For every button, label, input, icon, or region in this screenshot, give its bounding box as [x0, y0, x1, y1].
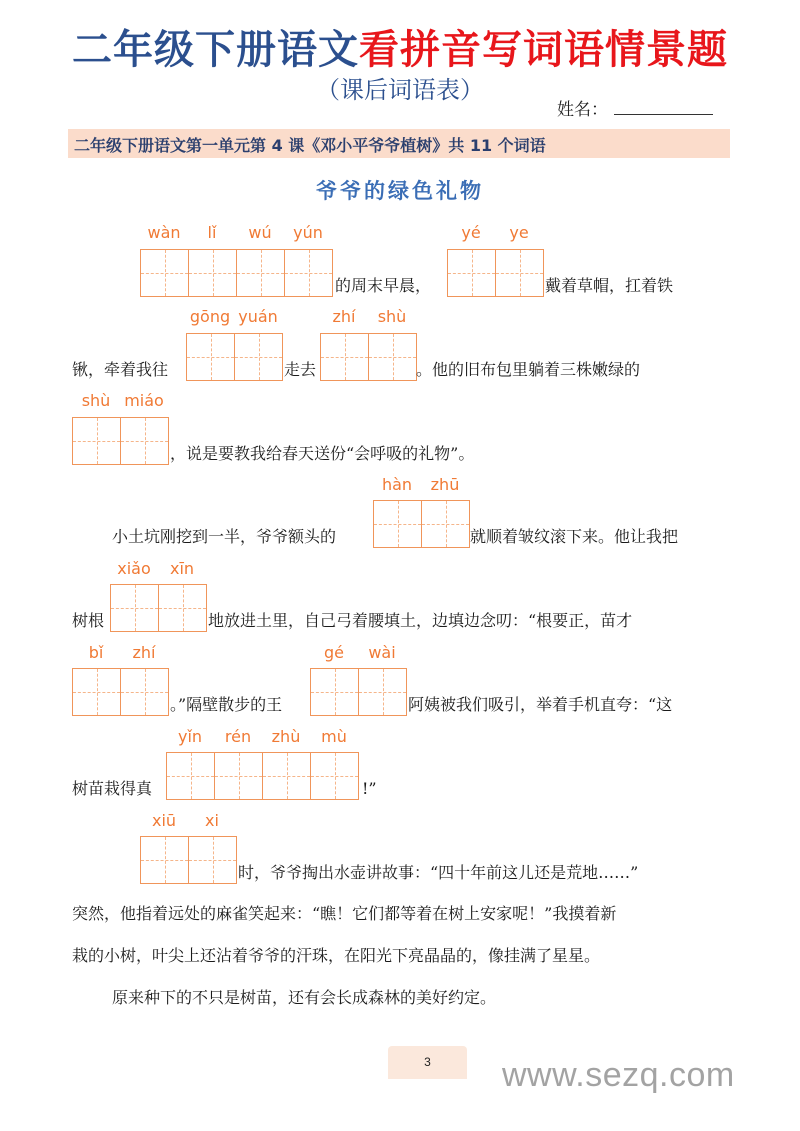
pinyin-group-11	[140, 812, 236, 830]
tianzige-box[interactable]	[284, 249, 333, 297]
story-text: 树根	[72, 611, 105, 630]
pinyin: zhí	[332, 307, 356, 326]
answer-boxes-5[interactable]	[72, 417, 168, 465]
pinyin: yé	[461, 223, 481, 242]
pinyin: xiǎo	[117, 559, 151, 578]
pinyin: wú	[248, 223, 272, 242]
pinyin: zhí	[132, 643, 156, 662]
pinyin-group-10	[166, 728, 358, 746]
tianzige-box[interactable]	[262, 752, 311, 800]
pinyin: xīn	[169, 559, 195, 578]
tianzige-box[interactable]	[234, 333, 283, 381]
pinyin: ye	[509, 223, 529, 242]
pinyin: yuán	[238, 307, 278, 326]
tianzige-box[interactable]	[140, 249, 189, 297]
story-text: 阿姨被我们吸引，举着手机直夸：“这	[408, 695, 673, 714]
answer-boxes-4[interactable]	[320, 333, 416, 381]
title-grade-part: 二年级下册语文	[72, 27, 359, 73]
pinyin: yún	[293, 223, 323, 242]
tianzige-box[interactable]	[72, 668, 121, 716]
pinyin: zhù	[271, 727, 301, 746]
pinyin: wài	[368, 643, 396, 662]
pinyin-group-1	[140, 224, 332, 242]
tianzige-box[interactable]	[214, 752, 263, 800]
story-text: 。他的旧布包里躺着三株嫩绿的	[416, 360, 641, 379]
tianzige-box[interactable]	[236, 249, 285, 297]
answer-boxes-10[interactable]	[166, 752, 358, 800]
pinyin-group-8	[72, 644, 168, 662]
tianzige-box[interactable]	[120, 668, 169, 716]
worksheet-subtitle: （课后词语表）	[316, 76, 484, 104]
tianzige-box[interactable]	[320, 333, 369, 381]
pinyin: yǐn	[177, 727, 203, 746]
pinyin: lǐ	[207, 223, 217, 242]
answer-boxes-7[interactable]	[110, 584, 206, 632]
pinyin: hàn	[381, 475, 413, 494]
pinyin: xi	[205, 811, 219, 830]
pinyin-group-9	[310, 644, 406, 662]
tianzige-box[interactable]	[120, 417, 169, 465]
story-text: 突然，他指着远处的麻雀笑起来：“瞧！它们都等着在树上安家呢！”我摸着新	[72, 904, 617, 923]
pinyin: miáo	[124, 391, 164, 410]
pinyin: shù	[81, 391, 111, 410]
tianzige-box[interactable]	[421, 500, 470, 548]
tianzige-box[interactable]	[373, 500, 422, 548]
tianzige-box[interactable]	[110, 584, 159, 632]
tianzige-box[interactable]	[140, 836, 189, 884]
story-text: 戴着草帽，扛着铁	[545, 276, 674, 295]
story-text: 的周末早晨，	[335, 276, 432, 295]
tianzige-box[interactable]	[310, 752, 359, 800]
story-title: 爷爷的绿色礼物	[316, 179, 484, 203]
pinyin-group-7	[110, 560, 206, 578]
pinyin: xiū	[151, 811, 177, 830]
answer-boxes-1[interactable]	[140, 249, 332, 297]
story-text: 树苗栽得真	[72, 779, 153, 798]
title-topic-part: 看拼音写词语情景题	[359, 27, 728, 73]
story-text: 时，爷爷掏出水壶讲故事：“四十年前这儿还是荒地……”	[238, 863, 639, 882]
pinyin: bǐ	[88, 643, 104, 662]
tianzige-box[interactable]	[188, 836, 237, 884]
tianzige-box[interactable]	[188, 249, 237, 297]
tianzige-box[interactable]	[310, 668, 359, 716]
pinyin: zhū	[430, 475, 460, 494]
story-text: 走去	[284, 360, 317, 379]
lesson-banner-text: 二年级下册语文第一单元第 4 课《邓小平爷爷植树》共 11 个词语	[74, 136, 546, 155]
story-text: 锹，牵着我往	[72, 360, 169, 379]
tianzige-box[interactable]	[495, 249, 544, 297]
tianzige-box[interactable]	[358, 668, 407, 716]
tianzige-box[interactable]	[72, 417, 121, 465]
tianzige-box[interactable]	[186, 333, 235, 381]
name-label: 姓名：	[557, 100, 608, 120]
watermark: www.sezq.com	[502, 1056, 735, 1094]
pinyin: gōng	[189, 307, 231, 326]
story-text: 地放进土里，自己弓着腰填土，边填边念叨：“根要正，苗才	[208, 611, 633, 630]
answer-boxes-11[interactable]	[140, 836, 236, 884]
story-text: 就顺着皱纹滚下来。他让我把	[470, 527, 679, 546]
answer-boxes-2[interactable]	[447, 249, 543, 297]
pinyin: shù	[377, 307, 407, 326]
pinyin-group-2	[447, 224, 543, 242]
pinyin: mù	[321, 727, 347, 746]
pinyin-group-5	[72, 392, 168, 410]
pinyin: gé	[324, 643, 344, 662]
page-number: 3	[388, 1046, 467, 1079]
pinyin-group-6	[373, 476, 469, 494]
tianzige-box[interactable]	[447, 249, 496, 297]
answer-boxes-9[interactable]	[310, 668, 406, 716]
story-text: ，说是要教我给春天送份“会呼吸的礼物”。	[170, 444, 475, 463]
name-field-line[interactable]	[614, 114, 713, 115]
story-text: 栽的小树，叶尖上还沾着爷爷的汗珠，在阳光下亮晶晶的，像挂满了星星。	[72, 946, 601, 965]
story-text: !”	[362, 779, 377, 798]
story-text: 原来种下的不只是树苗，还有会长成森林的美好约定。	[112, 988, 497, 1007]
worksheet-title	[0, 18, 800, 75]
answer-boxes-3[interactable]	[186, 333, 282, 381]
pinyin: wàn	[147, 223, 181, 242]
pinyin: rén	[224, 727, 252, 746]
tianzige-box[interactable]	[368, 333, 417, 381]
answer-boxes-6[interactable]	[373, 500, 469, 548]
pinyin-group-3	[186, 308, 282, 326]
tianzige-box[interactable]	[158, 584, 207, 632]
story-text: 小土坑刚挖到一半，爷爷额头的	[112, 527, 337, 546]
pinyin-group-4	[320, 308, 416, 326]
story-text: 。”隔壁散步的王	[170, 695, 283, 714]
tianzige-box[interactable]	[166, 752, 215, 800]
answer-boxes-8[interactable]	[72, 668, 168, 716]
